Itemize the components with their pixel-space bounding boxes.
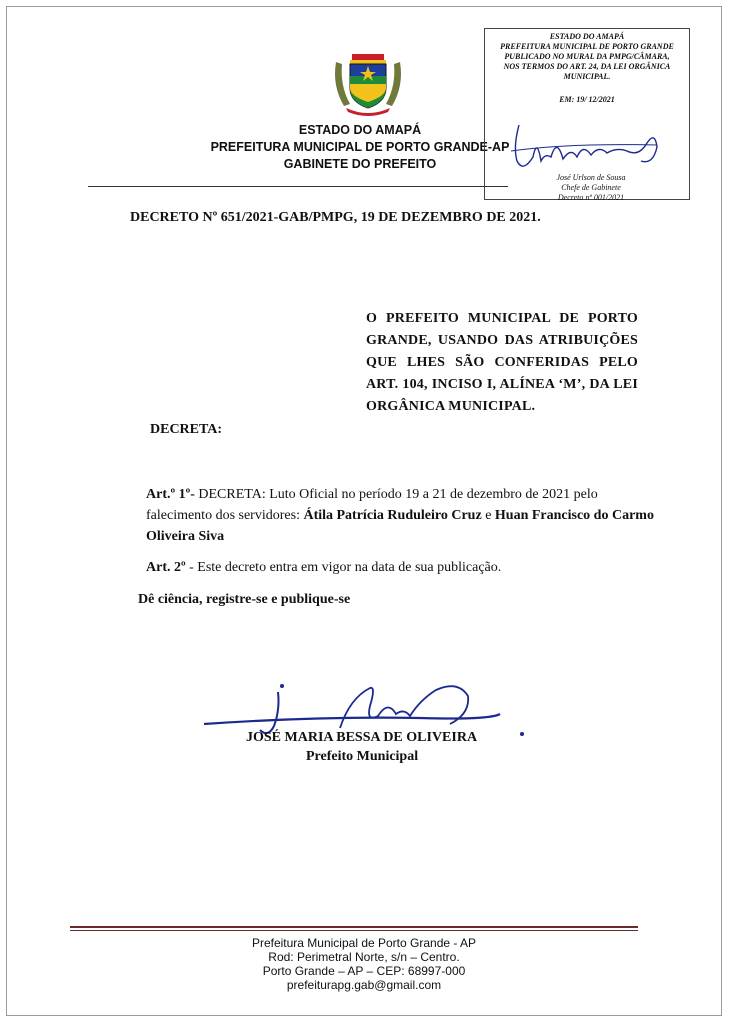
stamp-signatory-role: Chefe de Gabinete	[561, 183, 621, 192]
decree-title: DECRETO Nº 651/2021-GAB/PMPG, 19 DE DEZEMBRO DE 2021.	[130, 210, 541, 225]
decreta-heading: DECRETA:	[150, 422, 223, 437]
stamp-line-1: ESTADO DO AMAPÁ	[549, 32, 625, 41]
article-1-label: Art.º 1º-	[146, 487, 195, 502]
article-1-name-2: Huan Francisco do Carmo Oliveira Siva	[146, 508, 654, 544]
footer-address	[180, 936, 548, 992]
article-2	[146, 560, 501, 576]
letterhead-office: GABINETE DO PREFEITO	[283, 157, 437, 171]
footer-line-3: Porto Grande – AP – CEP: 68997-000	[262, 964, 466, 978]
stamp-date: EM: 19/ 12/2021	[559, 95, 615, 104]
article-1-conjunction: e	[481, 508, 495, 523]
footer-email: prefeiturapg.gab@gmail.com	[286, 978, 442, 992]
stamp-line-3: PUBLICADO NO MURAL DA PMPG/CÂMARA,	[504, 52, 670, 61]
article-1-text: DECRETA: Luto Oficial no período 19 a 21 de dezembro de 2021 pelo falecimento dos servidores:	[146, 487, 598, 523]
stamp-signature-icon	[507, 117, 677, 177]
article-1-name-1: Átila Patrícia Ruduleiro Cruz	[303, 508, 482, 523]
publication-stamp	[484, 28, 690, 200]
stamp-signatory-decree: Decreto nº 001/2021	[557, 193, 625, 202]
stamp-signatory	[541, 173, 641, 203]
coat-of-arms-icon	[330, 52, 406, 116]
footer-line-1: Prefeitura Municipal de Porto Grande - AP	[251, 936, 477, 950]
article-1	[146, 484, 664, 547]
mayor-title: Prefeito Municipal	[306, 749, 419, 764]
article-2-label: Art. 2º	[146, 560, 186, 575]
decree-preamble: O PREFEITO MUNICIPAL DE PORTO GRANDE, USANDO DAS ATRIBUIÇÕES QUE LHES SÃO CONFERIDAS PELO ART. 104, INCISO I, ALÍNEA ‘M’, DA LEI ORGÂNICA MUNICIPAL.	[366, 311, 638, 414]
footer-divider	[70, 926, 638, 928]
stamp-signatory-name: José Urlson de Sousa	[556, 173, 626, 182]
footer-line-2: Rod: Perimetral Norte, s/n – Centro.	[268, 950, 460, 964]
letterhead-prefecture: PREFEITURA MUNICIPAL DE PORTO GRANDE-AP	[210, 140, 510, 154]
stamp-line-5: MUNICIPAL.	[563, 72, 611, 81]
footer-divider-thin	[70, 930, 638, 931]
letterhead-divider	[88, 186, 508, 187]
letterhead-state: ESTADO DO AMAPÁ	[298, 123, 422, 137]
stamp-line-2: PREFEITURA MUNICIPAL DE PORTO GRANDE	[500, 42, 674, 51]
mayor-name: JOSÉ MARIA BESSA DE OLIVEIRA	[246, 730, 478, 745]
article-2-text: - Este decreto entra em vigor na data de sua publicação.	[185, 560, 502, 575]
stamp-line-4: NOS TERMOS DO ART. 24, DA LEI ORGÂNICA	[503, 62, 671, 71]
closing-formula: Dê ciência, registre-se e publique-se	[138, 592, 351, 607]
